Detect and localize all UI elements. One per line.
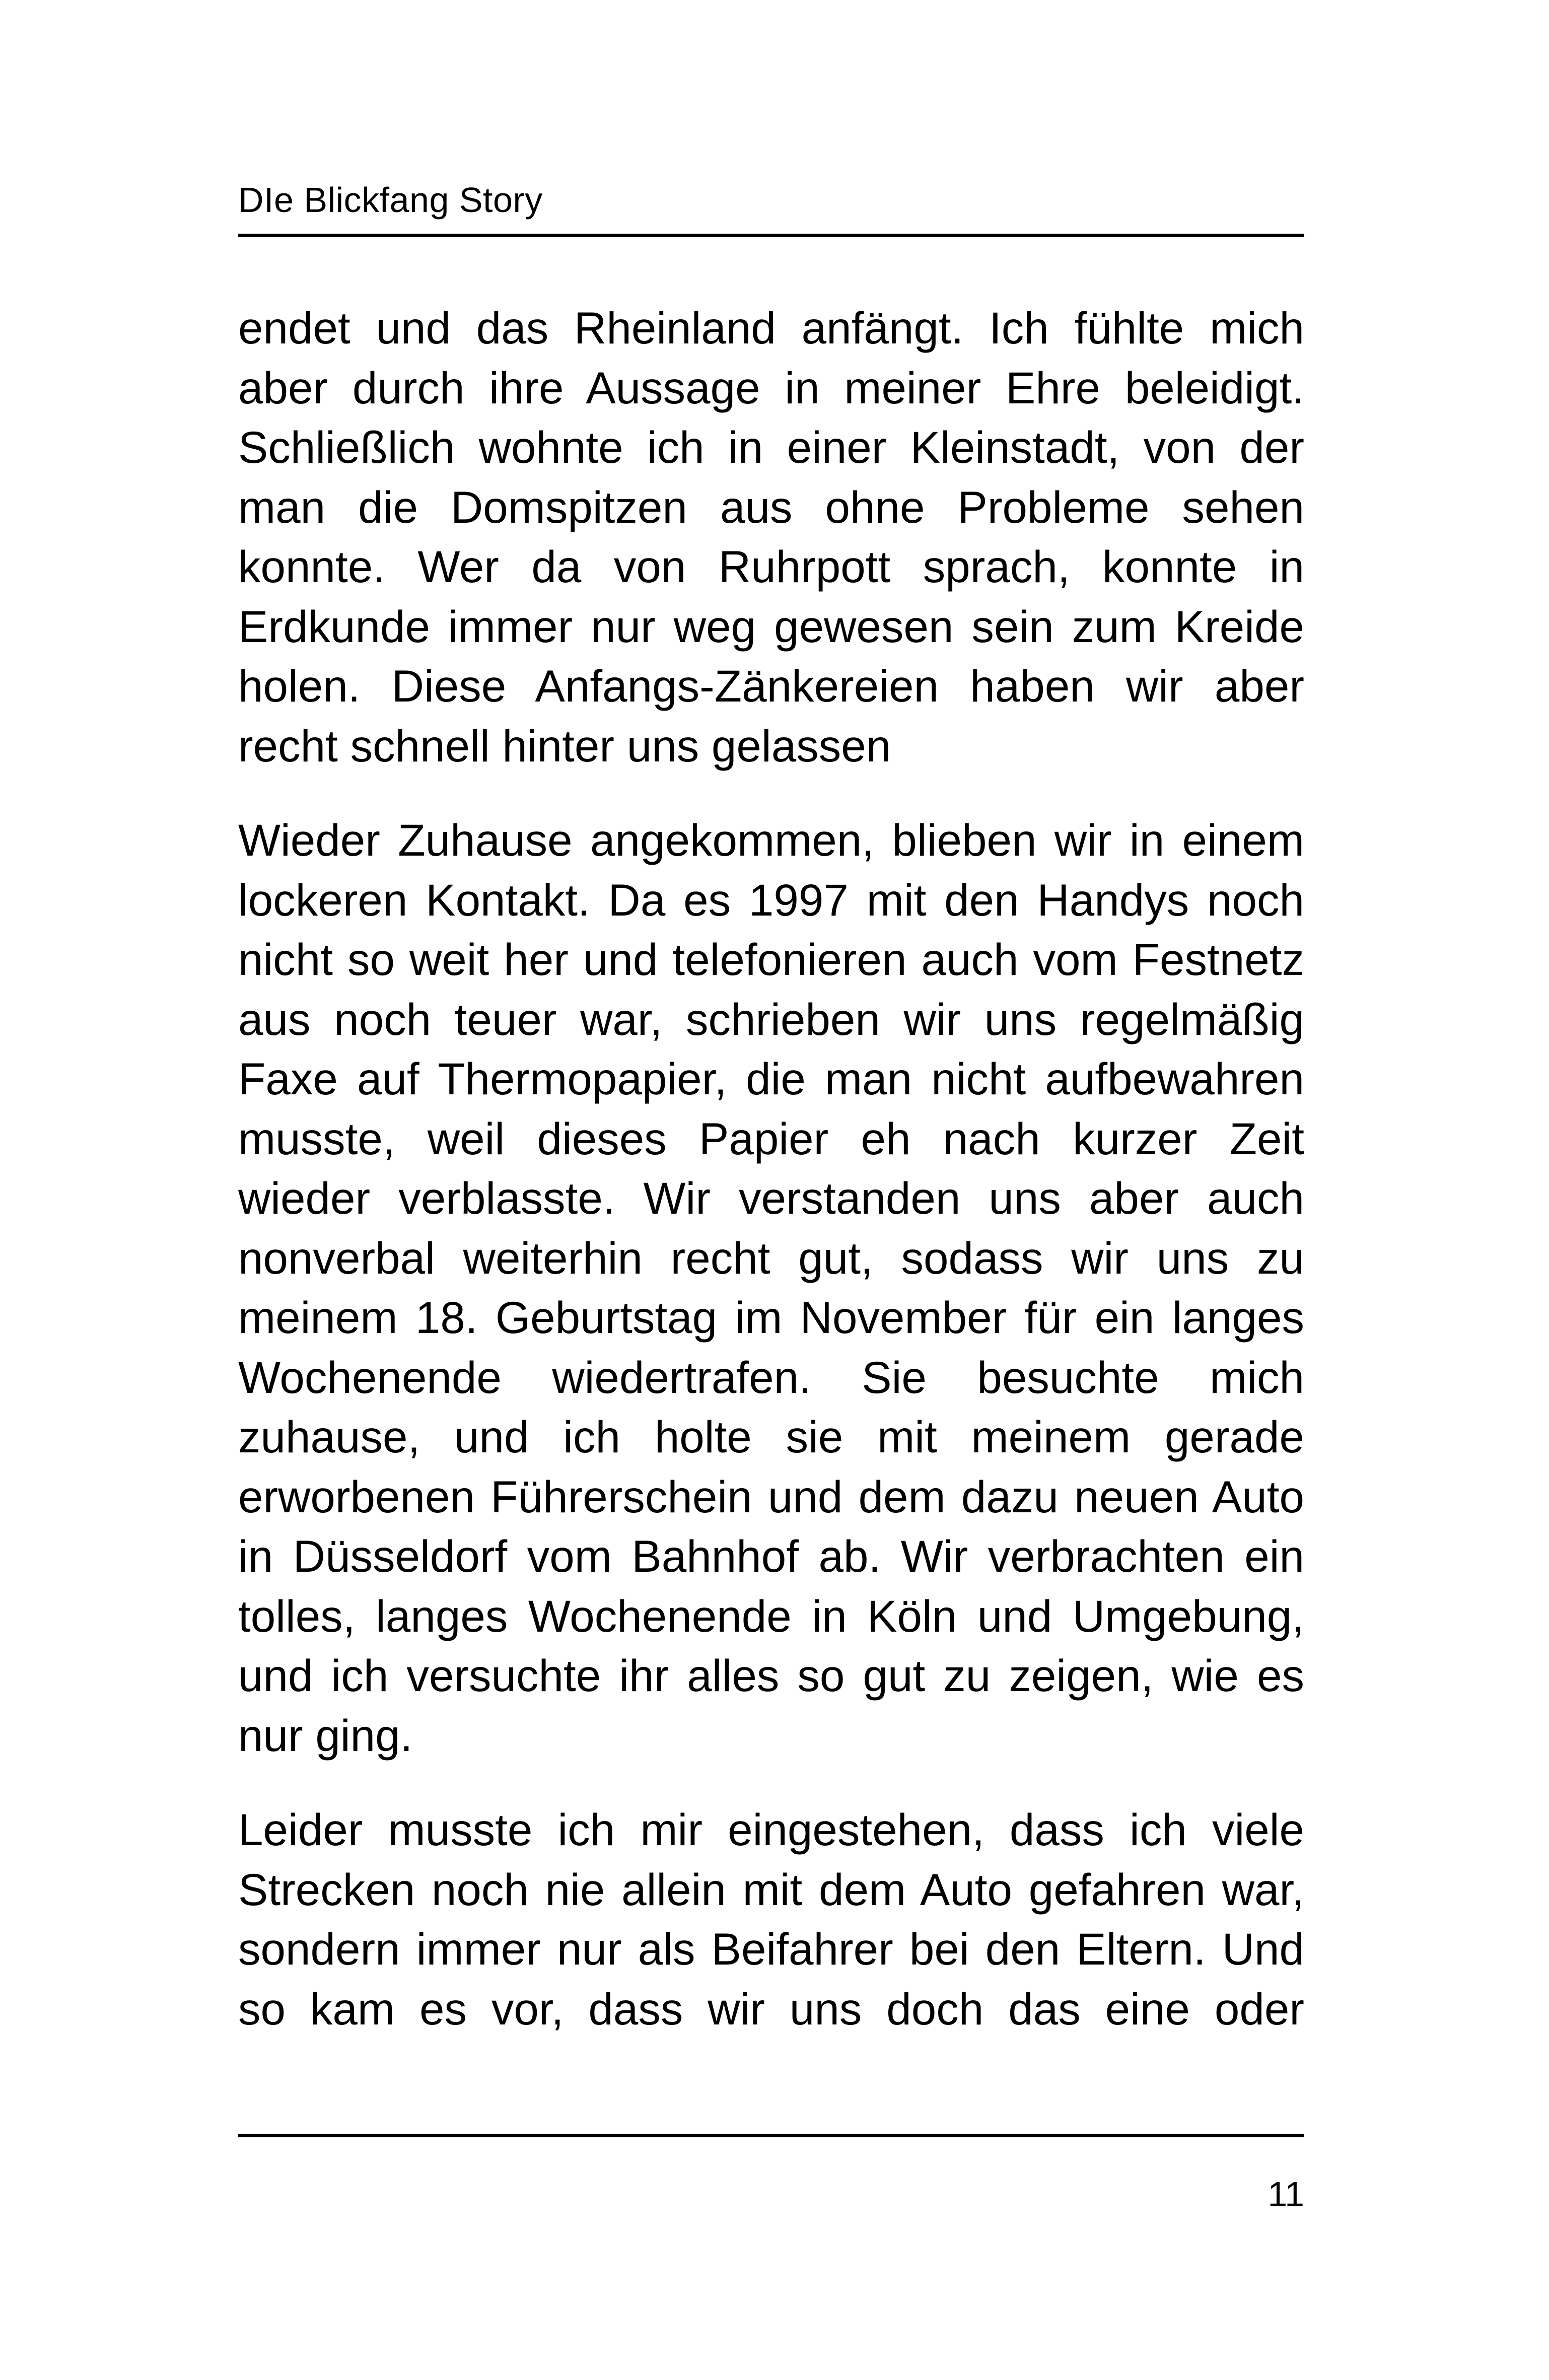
running-header: DIe Blickfang Story (238, 180, 543, 220)
body-text (238, 298, 1304, 2073)
paragraph-3: Leider musste ich mir eingestehen, dass ich viele Strecken noch nie allein mit dem Auto gefahren war, sondern immer nur als Beifahrer bei den Eltern. Und so kam es vor, dass wir uns doch das eine oder (238, 1804, 1304, 2034)
paragraph-1: endet und das Rheinland anfängt. Ich fühlte mich aber durch ihre Aussage in meiner Ehre beleidigt. Schließlich wohnte ich in einer Kleinstadt, von der man die Domspitzen aus ohne Probleme sehen konnte. Wer da von Ruhrpott sprach, konnte in Erdkunde immer nur weg gewesen sein zum Kreide holen. Diese Anfangs-Zänkereien haben wir aber recht schnell hinter uns gelassen (238, 303, 1304, 771)
header-rule (238, 234, 1304, 237)
footer-rule (238, 2134, 1304, 2137)
paragraph-2: Wieder Zuhause angekommen, blieben wir in einem lockeren Kontakt. Da es 1997 mit den Handys noch nicht so weit her und telefonieren auch vom Festnetz aus noch teuer war, schrieben wir uns regelmäßig Faxe auf Thermopapier, die man nicht aufbewahren musste, weil dieses Papier eh nach kurzer Zeit wieder verblasste. Wir verstanden uns aber auch nonverbal weiterhin recht gut, sodass wir uns zu meinem 18. Geburtstag im November für ein langes Wochenende wiedertrafen. Sie besuchte mich zuhause, und ich holte sie mit meinem gerade erworbenen Führerschein und dem dazu neuen Auto in Düsseldorf vom Bahnhof ab. Wir verbrachten ein tolles, langes Wochenende in Köln und Umgebung, und ich versuchte ihr alles so gut zu zeigen, wie es nur ging. (238, 815, 1304, 1761)
page-number: 11 (1268, 2175, 1304, 2214)
